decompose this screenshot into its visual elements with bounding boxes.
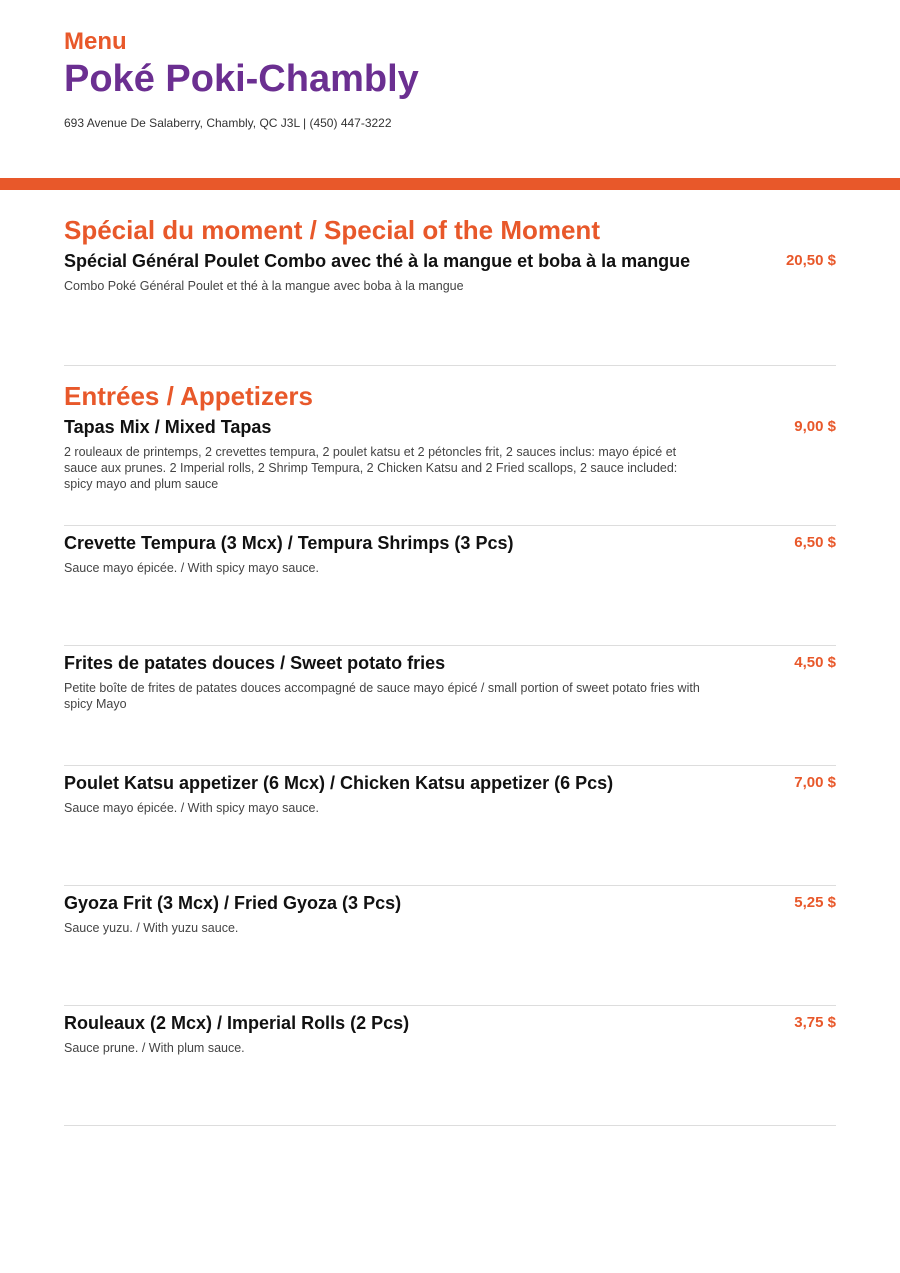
menu-item[interactable] bbox=[64, 526, 836, 645]
item-divider bbox=[64, 1125, 836, 1126]
item-name: Poulet Katsu appetizer (6 Mcx) / Chicken Katsu appetizer (6 Pcs) bbox=[64, 773, 614, 793]
item-name: Rouleaux (2 Mcx) / Imperial Rolls (2 Pcs) bbox=[64, 1013, 410, 1033]
menu-item[interactable] bbox=[64, 886, 836, 1005]
item-name: Frites de patates douces / Sweet potato fries bbox=[64, 653, 446, 673]
restaurant-address: 693 Avenue De Salaberry, Chambly, QC J3L | (450) 447-3222 bbox=[64, 116, 392, 130]
item-description: Sauce yuzu. / With yuzu sauce. bbox=[64, 921, 239, 935]
menu-content bbox=[64, 214, 836, 1126]
item-description: Petite boîte de frites de patates douces accompagné de sauce mayo épicé / small portion of sweet potato fries with spicy Mayo bbox=[64, 681, 700, 711]
item-description: Combo Poké Général Poulet et thé à la mangue avec boba à la mangue bbox=[64, 279, 464, 293]
section-title: Entrées / Appetizers bbox=[64, 381, 314, 411]
menu-header bbox=[0, 0, 900, 150]
header-divider-bar bbox=[0, 178, 900, 190]
item-name: Spécial Général Poulet Combo avec thé à la mangue et boba à la mangue bbox=[64, 251, 691, 271]
item-divider bbox=[64, 365, 836, 366]
item-name: Tapas Mix / Mixed Tapas bbox=[64, 417, 272, 437]
item-price: 6,50 $ bbox=[794, 534, 836, 551]
menu-item[interactable] bbox=[64, 1006, 836, 1125]
item-price: 3,75 $ bbox=[794, 1014, 836, 1031]
item-description: Sauce prune. / With plum sauce. bbox=[64, 1041, 245, 1055]
item-price: 4,50 $ bbox=[794, 654, 836, 671]
item-price: 20,50 $ bbox=[785, 252, 836, 269]
section-appetizers bbox=[64, 380, 836, 1126]
item-description: Sauce mayo épicée. / With spicy mayo sauce. bbox=[64, 561, 319, 575]
item-name: Gyoza Frit (3 Mcx) / Fried Gyoza (3 Pcs) bbox=[64, 893, 402, 913]
menu-label: Menu bbox=[64, 28, 127, 55]
menu-item[interactable] bbox=[64, 412, 836, 525]
item-price: 7,00 $ bbox=[794, 774, 836, 791]
item-description: Sauce mayo épicée. / With spicy mayo sauce. bbox=[64, 801, 319, 815]
section-special bbox=[64, 214, 836, 366]
item-description: 2 rouleaux de printemps, 2 crevettes tempura, 2 poulet katsu et 2 pétoncles frit, 2 sauces inclus: mayo épicé et sauce aux prunes. 2 Imperial rolls, 2 Shrimp Tempura, 2 Chicken Katsu and 2 Fried scallops, 2 sauce included: spicy mayo and plum sauce bbox=[64, 445, 678, 491]
menu-item[interactable] bbox=[64, 766, 836, 885]
menu-item[interactable] bbox=[64, 246, 836, 365]
item-name: Crevette Tempura (3 Mcx) / Tempura Shrimps (3 Pcs) bbox=[64, 533, 514, 553]
item-price: 9,00 $ bbox=[794, 418, 836, 435]
section-title: Spécial du moment / Special of the Moment bbox=[64, 215, 600, 245]
item-price: 5,25 $ bbox=[794, 894, 836, 911]
restaurant-name: Poké Poki-Chambly bbox=[64, 58, 419, 100]
menu-item[interactable] bbox=[64, 646, 836, 765]
